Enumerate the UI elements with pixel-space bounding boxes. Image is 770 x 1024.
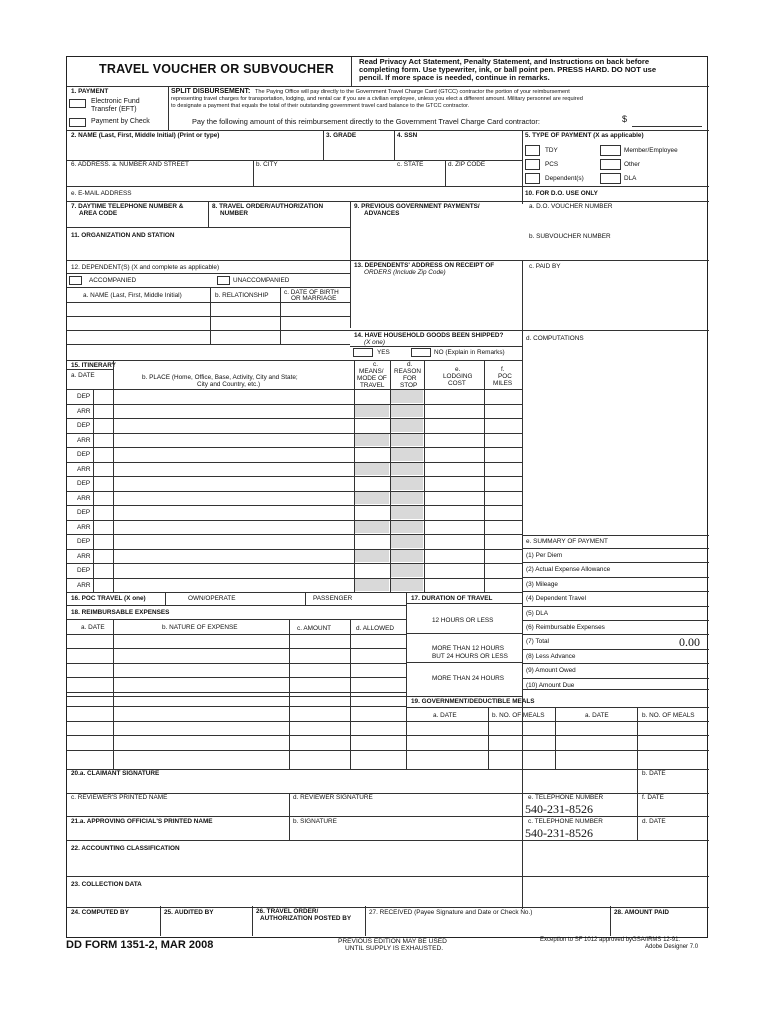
pcs-checkbox[interactable] (525, 159, 540, 170)
split-text-3: to designate a payment that equals the total of their outstanding government travel card balance to the GTCC contractor. (171, 103, 470, 109)
duration-12-24h-1: MORE THAN 12 HOURS (432, 645, 504, 652)
shaded-cell (355, 492, 389, 505)
claimant-signature-label: 20.a. CLAIMANT SIGNATURE (71, 770, 160, 777)
itinerary-row-1-type: DEP (77, 393, 91, 400)
shaded-cell (355, 521, 389, 534)
reimb-allowed-header: d. ALLOWED (356, 625, 395, 632)
summary-item-2: (2) Actual Expense Allowance (526, 566, 611, 574)
approver-date-label: d. DATE (642, 818, 666, 825)
dependents-checkbox[interactable] (525, 173, 540, 184)
itinerary-row-divider (67, 505, 522, 506)
edition-line-1: PREVIOUS EDITION MAY BE USED (338, 938, 447, 945)
advances-label-1: 9. PREVIOUS GOVERNMENT PAYMENTS/ (354, 203, 480, 210)
shaded-cell (391, 390, 423, 403)
meals-no-header-2: b. NO. OF MEALS (642, 712, 695, 719)
exception-line-2: Adobe Designer 7.0 (645, 944, 699, 950)
instructions-line-1: Read Privacy Act Statement, Penalty Statement, and Instructions on back before (359, 57, 650, 66)
meals-no-header-1: b. NO. OF MEALS (492, 712, 545, 719)
itinerary-row-divider (67, 520, 522, 521)
computed-by-label: 24. COMPUTED BY (71, 909, 129, 916)
itinerary-row-divider (67, 578, 522, 579)
meals-date-header-2: a. DATE (585, 712, 609, 719)
shaded-cell (391, 477, 423, 490)
order-posted-label-2: AUTHORIZATION POSTED BY (260, 915, 352, 922)
summary-item-1: (1) Per Diem (526, 552, 563, 559)
shaded-cell (391, 448, 423, 461)
itin-means-1: MEANS/ (359, 368, 384, 375)
itin-poc-2: MILES (493, 380, 513, 387)
itinerary-row-divider (67, 534, 522, 535)
claimant-date-label: b. DATE (642, 770, 666, 777)
itinerary-row-divider (67, 462, 522, 463)
audited-by-label: 25. AUDITED BY (164, 909, 214, 916)
itinerary-row-10-type: ARR (77, 523, 91, 531)
computations-label: d. COMPUTATIONS (526, 335, 584, 342)
form-title: TRAVEL VOUCHER OR SUBVOUCHER (99, 62, 335, 76)
summary-divider (522, 548, 709, 549)
order-label-1: 8. TRAVEL ORDER/AUTHORIZATION (212, 203, 324, 210)
poc-travel-label: 16. POC TRAVEL (X one) (71, 595, 146, 602)
subvoucher-label: b. SUBVOUCHER NUMBER (529, 233, 611, 240)
dla-checkbox[interactable] (600, 173, 621, 184)
grade-label: 3. GRADE (326, 132, 357, 139)
accounting-label: 22. ACCOUNTING CLASSIFICATION (71, 845, 180, 852)
itin-place-header-1: b. PLACE (Home, Office, Base, Activity, City and State; (142, 374, 298, 381)
itinerary-row-12-type: ARR (77, 552, 91, 560)
email-label: e. E-MAIL ADDRESS (71, 190, 132, 197)
shaded-cell (391, 463, 423, 476)
itinerary-row-13-type: DEP (77, 567, 91, 574)
meals-date-header-1: a. DATE (433, 712, 457, 719)
reviewer-name-label: c. REVIEWER'S PRINTED NAME (71, 794, 168, 801)
summary-divider (522, 649, 709, 650)
itinerary-row-divider (67, 563, 522, 564)
city-label: b. CITY (256, 161, 278, 168)
shaded-cell (391, 434, 423, 447)
shaded-cell (355, 579, 389, 592)
dependents-section-label: 12. DEPENDENT(S) (X and complete as applicable) (71, 264, 220, 271)
summary-label: e. SUMMARY OF PAYMENT (526, 538, 608, 545)
itinerary-row-14-type: ARR (77, 581, 91, 589)
itinerary-row-divider (67, 433, 522, 434)
summary-divider (522, 577, 709, 578)
hhg-yes-label: YES (377, 349, 390, 356)
instructions-line-2: completing form. Use typewriter, ink, or ball point pen. PRESS HARD. DO NOT use (359, 65, 657, 74)
reimb-date-header: a. DATE (81, 624, 105, 631)
summary-item-6: (6) Reimbursable Expenses (526, 624, 605, 631)
dollar-sign: $ (622, 114, 628, 124)
pay-line: Pay the following amount of this reimbursement directly to the Government Travel Charge Card contractor: (192, 117, 540, 126)
summary-item-9: (9) Amount Owed (526, 667, 576, 675)
address-label: 6. ADDRESS. a. NUMBER AND STREET (71, 161, 189, 168)
itin-means-3: TRAVEL (360, 382, 385, 389)
dob-label-1: c. DATE OF BIRTH (284, 289, 339, 296)
summary-divider (522, 562, 709, 563)
summary-item-8: (8) Less Advance (526, 652, 576, 660)
form-number: DD FORM 1351-2, MAR 2008 (66, 939, 214, 951)
itin-poc-1: POC (498, 373, 512, 380)
split-text-1: The Paying Office will pay directly to the Government Travel Charge Card (GTCC) contractor the portion of your reimbursement (255, 89, 570, 95)
shaded-cell (391, 492, 423, 505)
eft-label-2: Transfer (EFT) (91, 106, 137, 113)
shaded-cell (391, 564, 423, 577)
household-label-2: (X one) (364, 339, 385, 346)
shaded-cell (355, 550, 389, 563)
summary-item-4: (4) Dependent Travel (526, 595, 587, 603)
itinerary-row-11-type: DEP (77, 538, 91, 545)
itinerary-row-5-type: DEP (77, 451, 91, 458)
itinerary-row-6-type: ARR (77, 465, 91, 473)
collection-label: 23. COLLECTION DATA (71, 881, 142, 888)
reviewer-phone-label: e. TELEPHONE NUMBER (528, 794, 604, 801)
relationship-label: b. RELATIONSHIP (215, 292, 269, 299)
unaccompanied-label: UNACCOMPANIED (233, 277, 290, 284)
instructions-line-3: pencil. If more space is needed, continue in remarks. (359, 73, 550, 82)
member-checkbox[interactable] (600, 145, 621, 156)
duration-24h: MORE THAN 24 HOURS (432, 675, 504, 682)
summary-item-5: (5) DLA (526, 609, 549, 617)
duration-label: 17. DURATION OF TRAVEL (411, 595, 493, 602)
reviewer-date-label: f. DATE (642, 794, 664, 801)
itinerary-label: 15. ITINERARY (71, 362, 116, 369)
shaded-cell (391, 579, 423, 592)
order-label-2: NUMBER (220, 210, 249, 217)
pcs-label: PCS (545, 161, 559, 168)
meals-label: 19. GOVERNMENT/DEDUCTIBLE MEALS (411, 698, 535, 705)
reimbursable-label: 18. REIMBURSABLE EXPENSES (71, 609, 170, 616)
itinerary-row-divider (67, 491, 522, 492)
itinerary-type-divider (93, 389, 94, 592)
approver-name-label: 21.a. APPROVING OFFICIAL'S PRINTED NAME (71, 818, 213, 825)
dla-label: DLA (624, 175, 637, 182)
phone-label-2: AREA CODE (79, 210, 118, 217)
itinerary-row-divider (67, 447, 522, 448)
summary-item-10: (10) Amount Due (526, 681, 575, 689)
shaded-cell (355, 434, 389, 447)
summary-item-3: (3) Mileage (526, 580, 558, 588)
accompanied-label: ACCOMPANIED (89, 277, 137, 284)
itinerary-row-divider (67, 404, 522, 405)
itin-date-header: a. DATE (71, 372, 95, 379)
paid-by-label: c. PAID BY (529, 263, 561, 270)
split-label: SPLIT DISBURSEMENT: (171, 88, 251, 95)
shaded-cell (391, 419, 423, 432)
itinerary-row-9-type: DEP (77, 509, 91, 516)
shaded-cell (391, 535, 423, 548)
bottom-row (66, 906, 708, 938)
type-payment-label: 5. TYPE OF PAYMENT (X as applicable) (525, 132, 644, 139)
approver-sig-label: b. SIGNATURE (293, 818, 337, 825)
eft-checkbox[interactable] (69, 99, 86, 108)
check-label: Payment by Check (91, 118, 150, 125)
itinerary-row-2-type: ARR (77, 407, 91, 415)
dep-address-label-2: ORDERS (Include Zip Code) (364, 269, 446, 276)
approver-phone-label: c. TELEPHONE NUMBER (528, 818, 603, 825)
do-voucher-label: a. D.O. VOUCHER NUMBER (529, 203, 613, 210)
reimb-amount-header: c. AMOUNT (297, 625, 332, 632)
org-label: 11. ORGANIZATION AND STATION (71, 232, 175, 239)
itin-place-header-2: City and Country, etc.) (197, 381, 261, 388)
hhg-yes-checkbox[interactable] (353, 348, 373, 357)
travel-voucher-form (66, 56, 708, 908)
hhg-no-checkbox[interactable] (411, 348, 431, 357)
itin-poc-f: f. (501, 366, 505, 373)
dep-address-label-1: 13. DEPENDENTS' ADDRESS ON RECEIPT OF (354, 262, 495, 269)
itinerary-row-divider (67, 476, 522, 477)
summary-divider (522, 620, 709, 621)
summary-divider (522, 606, 709, 607)
shaded-cell (355, 463, 389, 476)
ssn-label: 4. SSN (397, 132, 418, 139)
exception-line-1: Exception to SF 1012 approved byGSA/IRMS 12-91. (540, 937, 681, 943)
tdy-label: TDY (545, 147, 558, 154)
dependents-label: Dependent(s) (545, 175, 584, 182)
itin-means-c: c. (373, 361, 378, 368)
split-amount-field[interactable] (632, 126, 702, 127)
amount-paid-label: 28. AMOUNT PAID (614, 909, 670, 916)
itin-lodging-1: LODGING (443, 373, 473, 380)
received-label: 27. RECEIVED (Payee Signature and Date or Check No.) (369, 909, 533, 916)
total-value: 0.00 (679, 635, 700, 649)
itin-lodging-e: e. (455, 366, 461, 373)
state-label: c. STATE (397, 161, 424, 168)
summary-divider (522, 634, 709, 635)
itinerary-row-divider (67, 418, 522, 419)
poc-passenger-label: PASSENGER (313, 595, 353, 602)
reviewer-sig-label: d. REVIEWER SIGNATURE (293, 794, 373, 801)
zip-label: d. ZIP CODE (448, 161, 486, 168)
name-label: 2. NAME (Last, First, Middle Initial) (Print or type) (71, 132, 220, 139)
itinerary-row-8-type: ARR (77, 494, 91, 502)
summary-divider (522, 591, 709, 592)
do-use-header: 10. FOR D.O. USE ONLY (525, 190, 598, 197)
eft-label-1: Electronic Fund (91, 98, 140, 105)
poc-own-label: OWN/OPERATE (188, 595, 236, 602)
shaded-cell (391, 521, 423, 534)
summary-item-7: (7) Total (526, 638, 549, 646)
reviewer-phone-value[interactable]: 540-231-8526 (525, 802, 593, 816)
duration-12h: 12 HOURS OR LESS (432, 617, 494, 624)
itin-lodging-2: COST (448, 380, 466, 387)
advances-label-2: ADVANCES (364, 210, 400, 217)
itin-reason-d: d. (407, 361, 413, 368)
order-posted-label-1: 26. TRAVEL ORDER/ (256, 908, 319, 915)
itinerary-row-7-type: DEP (77, 480, 91, 487)
split-text-2: representing travel charges for transportation, lodging, and rental car if you are a civilian employee, unless you elect a different amount. Military personnel are required (171, 96, 583, 102)
summary-divider (522, 678, 709, 679)
member-label: Member/Employee (624, 147, 678, 154)
tdy-checkbox[interactable] (525, 145, 540, 156)
summary-divider (522, 663, 709, 664)
itinerary-row-4-type: ARR (77, 436, 91, 444)
itin-reason-3: STOP (400, 382, 418, 389)
duration-12-24h-2: BUT 24 HOURS OR LESS (432, 653, 508, 660)
other-checkbox[interactable] (600, 159, 621, 170)
unaccompanied-checkbox[interactable] (217, 276, 230, 285)
household-label-1: 14. HAVE HOUSEHOLD GOODS BEEN SHIPPED? (354, 332, 504, 339)
itin-reason-2: FOR (403, 375, 417, 382)
phone-label-1: 7. DAYTIME TELEPHONE NUMBER & (71, 203, 184, 210)
other-label: Other (624, 161, 640, 168)
dep-name-label: a. NAME (Last, First, Middle Initial) (83, 292, 182, 299)
dob-label-2: OR MARRIAGE (291, 295, 337, 302)
payment-label: 1. PAYMENT (71, 88, 109, 95)
reimb-nature-header: b. NATURE OF EXPENSE (162, 624, 238, 631)
itin-means-2: MODE OF (357, 375, 387, 382)
shaded-cell (391, 506, 423, 519)
shaded-cell (391, 550, 423, 563)
itinerary-row-divider (67, 549, 522, 550)
edition-line-2: UNTIL SUPPLY IS EXHAUSTED. (345, 945, 444, 952)
shaded-cell (355, 405, 389, 418)
shaded-cell (391, 405, 423, 418)
itinerary-row-3-type: DEP (77, 422, 91, 429)
approver-phone-value[interactable]: 540-231-8526 (525, 826, 593, 840)
hhg-no-label: NO (Explain in Remarks) (434, 349, 505, 356)
accompanied-checkbox[interactable] (69, 276, 82, 285)
itin-reason-1: REASON (394, 368, 421, 375)
check-checkbox[interactable] (69, 118, 86, 127)
